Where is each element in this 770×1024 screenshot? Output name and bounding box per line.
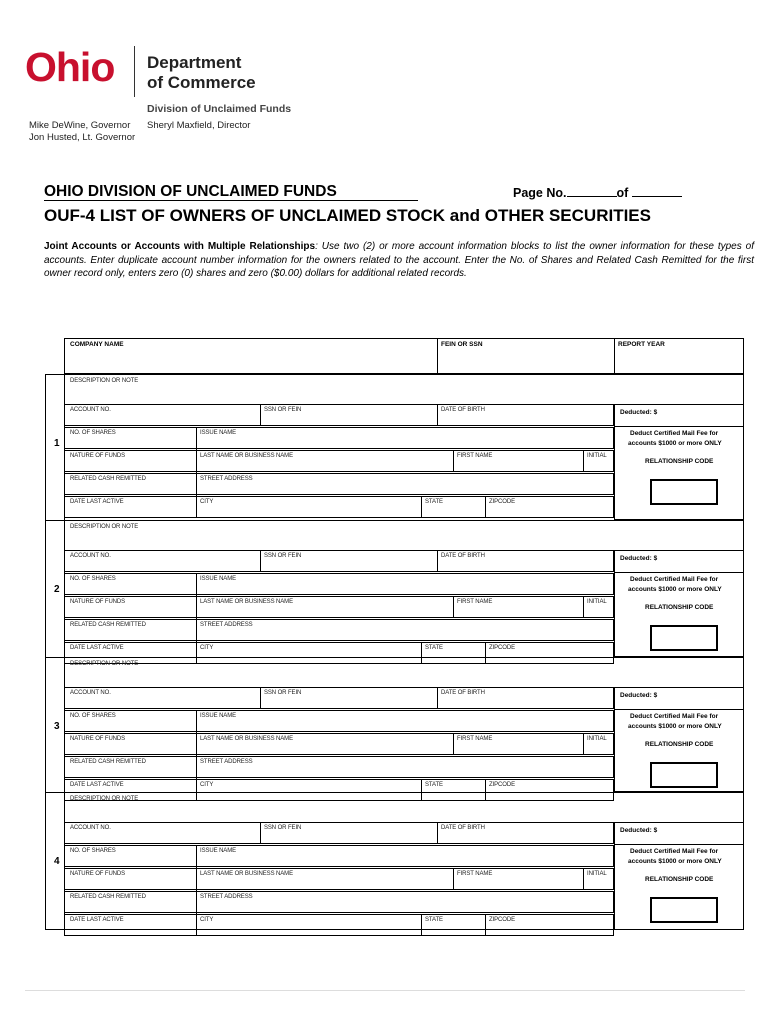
owner-3-dob-label: DATE OF BIRTH bbox=[441, 690, 485, 696]
form-subtitle: OUF-4 LIST OF OWNERS OF UNCLAIMED STOCK and OTHER SECURITIES bbox=[44, 206, 651, 225]
owner-3-deducted-label: Deducted: $ bbox=[620, 692, 658, 699]
owner-2-ssn-fein-label: SSN OR FEIN bbox=[264, 553, 302, 559]
owner-2-dob-label: DATE OF BIRTH bbox=[441, 553, 485, 559]
owner-1-deducted-label: Deducted: $ bbox=[620, 409, 658, 416]
owner-3-cash-label: RELATED CASH REMITTED bbox=[70, 759, 146, 765]
owner-1-mail-fee-label-2: accounts $1000 or more ONLY bbox=[628, 440, 722, 447]
owner-1-right-column-rule bbox=[614, 426, 744, 427]
owner-3-description-label: DESCRIPTION OR NOTE bbox=[70, 661, 139, 667]
report-year-label: REPORT YEAR bbox=[618, 341, 665, 348]
owner-3-account-no-label: ACCOUNT NO. bbox=[70, 690, 111, 696]
owner-4-address-div-3 bbox=[485, 914, 486, 936]
owner-1-first-name-label: FIRST NAME bbox=[457, 453, 493, 459]
owner-3-account-div-1 bbox=[260, 687, 261, 709]
owner-1-top-rule bbox=[45, 374, 744, 375]
owner-4-last-name-label: LAST NAME OR BUSINESS NAME bbox=[200, 871, 293, 877]
owner-3-address-div-2 bbox=[421, 779, 422, 801]
department-name bbox=[147, 53, 256, 93]
owner-2-street-label: STREET ADDRESS bbox=[200, 622, 253, 628]
owner-1-description-field[interactable] bbox=[68, 385, 738, 399]
owner-1-street-label: STREET ADDRESS bbox=[200, 476, 253, 482]
owner-4-account-div-2 bbox=[437, 822, 438, 844]
owner-3-names-div-2 bbox=[583, 733, 584, 755]
page-number bbox=[513, 186, 682, 200]
logo-text: Ohio bbox=[25, 44, 115, 90]
owner-1-account-no-label: ACCOUNT NO. bbox=[70, 407, 111, 413]
owner-3-first-name-label: FIRST NAME bbox=[457, 736, 493, 742]
owner-4-ssn-fein-label: SSN OR FEIN bbox=[264, 825, 302, 831]
owner-1-relationship-label: RELATIONSHIP CODE bbox=[645, 458, 714, 465]
company-divider-1 bbox=[437, 338, 438, 374]
owner-4-mail-fee-label-2: accounts $1000 or more ONLY bbox=[628, 858, 722, 865]
owner-2-description-label: DESCRIPTION OR NOTE bbox=[70, 524, 139, 530]
owner-1-ssn-fein-label: SSN OR FEIN bbox=[264, 407, 302, 413]
department-line-2: of Commerce bbox=[147, 73, 256, 92]
owner-3-last-name-label: LAST NAME OR BUSINESS NAME bbox=[200, 736, 293, 742]
instructions-text: : Use two (2) or more account information blocks to list the owner information for these types of accounts. Enter duplicate account number information for the owners related to the account. Enter the No. of Shares and Related Cash Remitted for the first owner record only, enters zero (0) shares and zero ($0.00) dollars for additional related records. bbox=[44, 241, 754, 279]
owner-3-street-label: STREET ADDRESS bbox=[200, 759, 253, 765]
owner-4-mail-fee-label-1: Deduct Certified Mail Fee for bbox=[630, 848, 719, 855]
owner-1-names-div-1 bbox=[453, 450, 454, 472]
owner-1-state-label: STATE bbox=[425, 499, 443, 505]
owner-4-names-row bbox=[64, 868, 614, 890]
page-no-field[interactable] bbox=[567, 186, 617, 197]
owner-2-account-div-1 bbox=[260, 550, 261, 572]
page-no-label: Page No. bbox=[513, 186, 567, 200]
owner-2-names-row bbox=[64, 596, 614, 618]
owner-2-cash-row bbox=[64, 619, 614, 641]
owner-2-account-div-2 bbox=[437, 550, 438, 572]
instructions bbox=[44, 240, 754, 281]
owner-4-shares-row bbox=[64, 845, 614, 867]
owner-1-account-div-1 bbox=[260, 404, 261, 426]
owner-2-names-div-1 bbox=[453, 596, 454, 618]
owner-4-dob-label: DATE OF BIRTH bbox=[441, 825, 485, 831]
owner-1-cash-row bbox=[64, 473, 614, 495]
owner-2-relationship-label: RELATIONSHIP CODE bbox=[645, 604, 714, 611]
owner-4-initial-label: INITIAL bbox=[587, 871, 607, 877]
form-title: OHIO DIVISION OF UNCLAIMED FUNDS bbox=[44, 183, 418, 201]
owner-3-zip-label: ZIPCODE bbox=[489, 782, 515, 788]
owner-3-state-label: STATE bbox=[425, 782, 443, 788]
owner-4-account-row bbox=[64, 822, 614, 844]
owner-1-zip-label: ZIPCODE bbox=[489, 499, 515, 505]
ohio-logo bbox=[25, 44, 115, 90]
owner-3-description-field[interactable] bbox=[68, 668, 738, 682]
owner-3-names-div-1 bbox=[453, 733, 454, 755]
owner-3-number: 3 bbox=[54, 721, 60, 732]
owner-2-account-no-label: ACCOUNT NO. bbox=[70, 553, 111, 559]
owner-2-mail-fee-label-1: Deduct Certified Mail Fee for bbox=[630, 576, 719, 583]
owner-1-dob-label: DATE OF BIRTH bbox=[441, 407, 485, 413]
owner-4-account-div-1 bbox=[260, 822, 261, 844]
owner-4-street-label: STREET ADDRESS bbox=[200, 894, 253, 900]
fein-ssn-label: FEIN OR SSN bbox=[441, 341, 483, 348]
owner-3-account-div-2 bbox=[437, 687, 438, 709]
owner-2-description-field[interactable] bbox=[68, 531, 738, 545]
owner-3-top-rule bbox=[45, 657, 744, 658]
owner-4-top-rule bbox=[45, 792, 744, 793]
owner-4-description-field[interactable] bbox=[68, 803, 738, 817]
owner-2-initial-label: INITIAL bbox=[587, 599, 607, 605]
owner-1-address-div-1 bbox=[196, 496, 197, 518]
owner-1-number: 1 bbox=[54, 438, 60, 449]
owner-3-shares-label: NO. OF SHARES bbox=[70, 713, 116, 719]
owner-3-initial-label: INITIAL bbox=[587, 736, 607, 742]
owner-2-city-label: CITY bbox=[200, 645, 214, 651]
owner-1-address-div-2 bbox=[421, 496, 422, 518]
division-name: Division of Unclaimed Funds bbox=[147, 103, 292, 115]
owner-4-names-div-1 bbox=[453, 868, 454, 890]
footer-rule bbox=[25, 990, 745, 991]
instructions-heading: Joint Accounts or Accounts with Multiple Relationships bbox=[44, 241, 316, 252]
owner-2-address-row bbox=[64, 642, 614, 664]
owner-2-nature-label: NATURE OF FUNDS bbox=[70, 599, 126, 605]
owner-3-ssn-fein-label: SSN OR FEIN bbox=[264, 690, 302, 696]
owner-3-nature-label: NATURE OF FUNDS bbox=[70, 736, 126, 742]
owner-1-right-column bbox=[614, 404, 744, 520]
owner-2-date-active-label: DATE LAST ACTIVE bbox=[70, 645, 124, 651]
owner-2-names-div-2 bbox=[583, 596, 584, 618]
owner-4-address-div-1 bbox=[196, 914, 197, 936]
owner-2-top-rule bbox=[45, 520, 744, 521]
director-name: Sheryl Maxfield, Director bbox=[147, 120, 251, 131]
owner-4-cash-label: RELATED CASH REMITTED bbox=[70, 894, 146, 900]
owner-2-right-column-rule bbox=[614, 572, 744, 573]
owner-1-cash-label: RELATED CASH REMITTED bbox=[70, 476, 146, 482]
owner-3-issue-name-label: ISSUE NAME bbox=[200, 713, 237, 719]
owner-2-address-div-2 bbox=[421, 642, 422, 664]
owner-2-shares-row bbox=[64, 573, 614, 595]
page-total-field[interactable] bbox=[632, 186, 682, 197]
page-of-label: of bbox=[616, 186, 629, 200]
owner-4-state-label: STATE bbox=[425, 917, 443, 923]
owner-2-state-label: STATE bbox=[425, 645, 443, 651]
owner-1-names-div-2 bbox=[583, 450, 584, 472]
owner-3-account-row bbox=[64, 687, 614, 709]
owner-4-nature-label: NATURE OF FUNDS bbox=[70, 871, 126, 877]
owner-4-right-column-rule bbox=[614, 844, 744, 845]
owner-1-description-label: DESCRIPTION OR NOTE bbox=[70, 378, 139, 384]
owner-3-cash-row bbox=[64, 756, 614, 778]
header-divider bbox=[134, 46, 135, 97]
owner-4-deducted-label: Deducted: $ bbox=[620, 827, 658, 834]
owner-3-date-active-label: DATE LAST ACTIVE bbox=[70, 782, 124, 788]
owner-4-right-column bbox=[614, 822, 744, 930]
owner-3-relationship-label: RELATIONSHIP CODE bbox=[645, 741, 714, 748]
owner-1-shares-row bbox=[64, 427, 614, 449]
owner-2-last-name-label: LAST NAME OR BUSINESS NAME bbox=[200, 599, 293, 605]
owner-2-address-div-3 bbox=[485, 642, 486, 664]
owner-2-zip-label: ZIPCODE bbox=[489, 645, 515, 651]
owner-3-mail-fee-label-1: Deduct Certified Mail Fee for bbox=[630, 713, 719, 720]
owner-1-address-row bbox=[64, 496, 614, 518]
owner-1-mail-fee-label-1: Deduct Certified Mail Fee for bbox=[630, 430, 719, 437]
owner-4-first-name-label: FIRST NAME bbox=[457, 871, 493, 877]
owner-1-account-div-2 bbox=[437, 404, 438, 426]
owner-1-initial-label: INITIAL bbox=[587, 453, 607, 459]
owner-1-date-active-label: DATE LAST ACTIVE bbox=[70, 499, 124, 505]
owner-4-city-label: CITY bbox=[200, 917, 214, 923]
owner-2-right-column bbox=[614, 550, 744, 657]
owner-4-names-div-2 bbox=[583, 868, 584, 890]
owner-1-address-div-3 bbox=[485, 496, 486, 518]
owner-3-mail-fee-label-2: accounts $1000 or more ONLY bbox=[628, 723, 722, 730]
owner-4-number: 4 bbox=[54, 856, 60, 867]
owner-2-shares-label: NO. OF SHARES bbox=[70, 576, 116, 582]
owner-2-address-div-1 bbox=[196, 642, 197, 664]
owner-3-address-row bbox=[64, 779, 614, 801]
owner-1-issue-name-label: ISSUE NAME bbox=[200, 430, 237, 436]
owner-3-address-div-1 bbox=[196, 779, 197, 801]
owner-4-account-no-label: ACCOUNT NO. bbox=[70, 825, 111, 831]
owner-4-zip-label: ZIPCODE bbox=[489, 917, 515, 923]
owner-4-cash-row bbox=[64, 891, 614, 913]
report-year-field[interactable] bbox=[618, 350, 740, 370]
owner-1-account-row bbox=[64, 404, 614, 426]
owner-4-issue-name-label: ISSUE NAME bbox=[200, 848, 237, 854]
owner-2-first-name-label: FIRST NAME bbox=[457, 599, 493, 605]
fein-ssn-field[interactable] bbox=[441, 350, 609, 370]
lt-governor-name: Jon Husted, Lt. Governor bbox=[29, 132, 136, 143]
owner-2-number: 2 bbox=[54, 584, 60, 595]
owner-1-names-row bbox=[64, 450, 614, 472]
owner-4-address-row bbox=[64, 914, 614, 936]
owner-3-right-column-rule bbox=[614, 709, 744, 710]
company-divider-2 bbox=[614, 338, 615, 374]
owner-2-cash-label: RELATED CASH REMITTED bbox=[70, 622, 146, 628]
owner-1-last-name-label: LAST NAME OR BUSINESS NAME bbox=[200, 453, 293, 459]
owner-3-names-row bbox=[64, 733, 614, 755]
company-name-field[interactable] bbox=[70, 350, 432, 370]
owner-4-description-label: DESCRIPTION OR NOTE bbox=[70, 796, 139, 802]
owner-4-relationship-label: RELATIONSHIP CODE bbox=[645, 876, 714, 883]
owner-1-shares-label: NO. OF SHARES bbox=[70, 430, 116, 436]
governor-block bbox=[29, 120, 135, 144]
owner-1-nature-label: NATURE OF FUNDS bbox=[70, 453, 126, 459]
department-line-1: Department bbox=[147, 53, 242, 72]
owner-4-date-active-label: DATE LAST ACTIVE bbox=[70, 917, 124, 923]
owner-2-deducted-label: Deducted: $ bbox=[620, 555, 658, 562]
owner-2-issue-name-label: ISSUE NAME bbox=[200, 576, 237, 582]
owner-4-address-div-2 bbox=[421, 914, 422, 936]
owner-3-shares-row bbox=[64, 710, 614, 732]
owner-1-city-label: CITY bbox=[200, 499, 214, 505]
owner-3-city-label: CITY bbox=[200, 782, 214, 788]
governor-name: Mike DeWine, Governor bbox=[29, 120, 131, 131]
owner-2-account-row bbox=[64, 550, 614, 572]
owner-3-address-div-3 bbox=[485, 779, 486, 801]
owner-2-mail-fee-label-2: accounts $1000 or more ONLY bbox=[628, 586, 722, 593]
owner-3-right-column bbox=[614, 687, 744, 792]
owner-4-shares-label: NO. OF SHARES bbox=[70, 848, 116, 854]
company-name-label: COMPANY NAME bbox=[70, 341, 124, 348]
